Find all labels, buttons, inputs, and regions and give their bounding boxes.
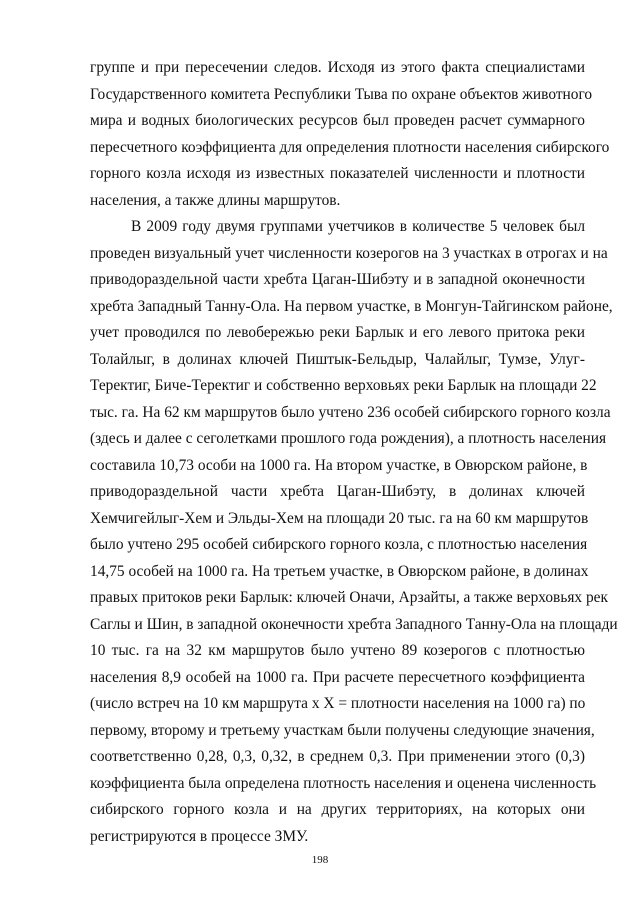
paragraph-2-line-3: приводораздельной части хребта Цаган-Шибэту и в западной оконечности: [90, 271, 585, 288]
paragraph-2-line-11: приводораздельной части хребта Цаган-Шибэту, в долинах ключей: [90, 483, 585, 500]
paragraph-2-line-9: (здесь и далее с сеголетками прошлого года рождения), а плотность населения: [90, 430, 607, 447]
paragraph-2-line-14: 14,75 особей на 1000 га. На третьем участке, в Овюрском районе, в долинах: [90, 563, 589, 580]
paragraph-2-line-20: первому, второму и третьему участкам были получены следующие значения,: [90, 722, 595, 739]
paragraph-2-line-15: правых притоков реки Барлык: ключей Оначи, Арзайты, а также верховьях рек: [90, 589, 608, 606]
paragraph-2-line-10: составила 10,73 особи на 1000 га. На втором участке, в Овюрском районе, в: [90, 457, 588, 474]
paragraph-2-line-16: Саглы и Шин, в западной оконечности хребта Западного Танну-Ола на площади: [90, 616, 618, 633]
paragraph-2-line-6: Толайлыг, в долинах ключей Пиштык-Бельдыр, Чалайлыг, Тумзе, Улуг-: [90, 351, 585, 368]
paragraph-2-line-5: учет проводился по левобережью реки Барлык и его левого притока реки: [90, 324, 585, 341]
paragraph-2-line-12: Хемчигейлыг-Хем и Эльды-Хем на площади 20 тыс. га на 60 км маршрутов: [90, 510, 589, 527]
paragraph-1-line-2: Государственного комитета Республики Тыва по охране объектов животного: [90, 86, 593, 103]
paragraph-2-line-7: Теректиг, Биче-Теректиг и собственно верховьях реки Барлык на площади 22: [90, 377, 597, 394]
paragraph-2-line-17: 10 тыс. га на 32 км маршрутов было учтено 89 козерогов с плотностью: [90, 642, 585, 659]
paragraph-2-line-23: сибирского горного козла и на других территориях, на которых они: [90, 801, 585, 818]
page-number: 198: [311, 854, 329, 866]
paragraph-1-line-4: пересчетного коэффициента для определения плотности населения сибирского: [90, 139, 610, 156]
paragraph-1-line-1: группе и при пересечении следов. Исходя из этого факта специалистами: [90, 59, 585, 76]
paragraph-2-line-2: проведен визуальный учет численности козерогов на 3 участках в отрогах и на: [90, 245, 608, 262]
paragraph-2-line-21: соответственно 0,28, 0,3, 0,32, в среднем 0,3. При применении этого (0,3): [90, 748, 585, 765]
paragraph-2-line-13: было учтено 295 особей сибирского горного козла, с плотностью населения: [90, 536, 588, 553]
paragraph-2-line-22: коэффициента была определена плотность населения и оценена численность: [90, 775, 597, 792]
paragraph-2-line-1: В 2009 году двумя группами учетчиков в количестве 5 человек был: [131, 218, 585, 235]
paragraph-2-line-8: тыс. га. На 62 км маршрутов было учтено 236 особей сибирского горного козла: [90, 404, 611, 421]
paragraph-1-line-3: мира и водных биологических ресурсов был проведен расчет суммарного: [90, 112, 585, 129]
paragraph-2-line-4: хребта Западный Танну-Ола. На первом участке, в Монгун-Тайгинском районе,: [90, 298, 613, 315]
paragraph-1-line-6: населения, а также длины маршрутов.: [90, 192, 341, 209]
paragraph-2-line-18: населения 8,9 особей на 1000 га. При расчете пересчетного коэффициента: [90, 669, 585, 686]
paragraph-1-line-5: горного козла исходя из известных показателей численности и плотности: [90, 165, 585, 182]
paragraph-2-line-19: (число встреч на 10 км маршрута х Х = плотности населения на 1000 га) по: [90, 695, 586, 712]
paragraph-2-line-24: регистрируются в процессе ЗМУ.: [90, 828, 309, 845]
